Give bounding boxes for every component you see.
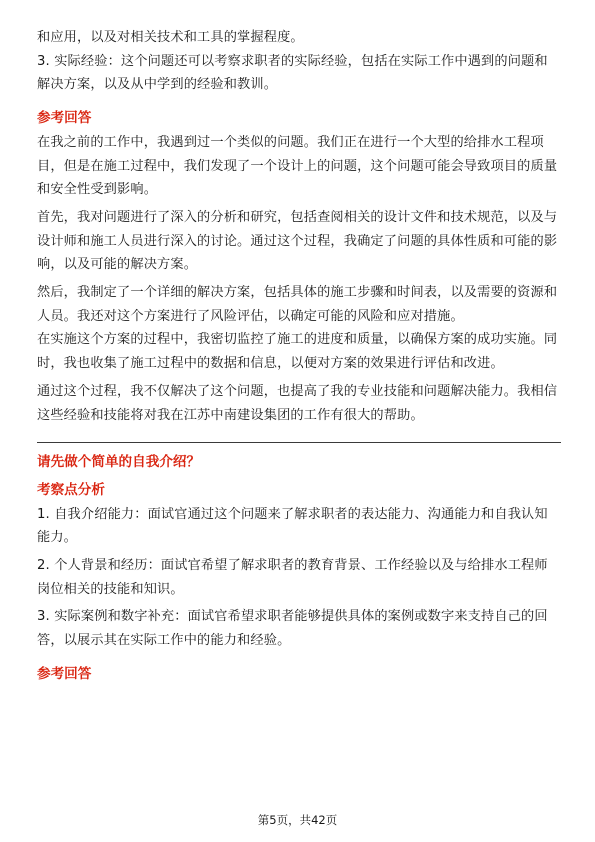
page-content xyxy=(37,26,561,687)
answer-paragraph: 首先，我对问题进行了深入的分析和研究，包括查阅相关的设计文件和技术规范，以及与设计师和施工人员进行深入的讨论。通过这个过程，我确定了问题的具体性质和可能的影响，以及可能的解决方案。 xyxy=(37,209,558,273)
question-title: 请先做个简单的自我介绍？ xyxy=(37,454,201,471)
intro-continuation: 和应用，以及对相关技术和工具的掌握程度。 xyxy=(37,30,304,45)
intro-point-3: 3. 实际经验：这个问题还可以考察求职者的实际经验，包括在实际工作中遇到的问题和解决方案，以及从中学到的经验和教训。 xyxy=(37,53,548,93)
analysis-point: 3. 实际案例和数字补充：面试官希望求职者能够提供具体的案例或数字来支持自己的回答，以展示其在实际工作中的能力和经验。 xyxy=(37,609,548,649)
answer-heading: 参考回答 xyxy=(37,665,92,682)
answer-paragraph: 然后，我制定了一个详细的解决方案，包括具体的施工步骤和时间表，以及需要的资源和人员。我还对这个方案进行了风险评估，以确定可能的风险和应对措施。 xyxy=(37,285,558,324)
answer-heading: 参考回答 xyxy=(37,110,92,127)
answer-paragraph: 在实施这个方案的过程中，我密切监控了施工的进度和质量，以确保方案的成功实施。同时，我也收集了施工过程中的数据和信息，以便对方案的效果进行评估和改进。 xyxy=(37,332,558,372)
analysis-heading: 考察点分析 xyxy=(37,481,105,498)
section-divider xyxy=(37,442,561,443)
answer-paragraph: 在我之前的工作中，我遇到过一个类似的问题。我们正在进行一个大型的给排水工程项目，但是在施工过程中，我们发现了一个设计上的问题，这个问题可能会导致项目的质量和安全性受到影响。 xyxy=(37,134,558,198)
analysis-point: 2. 个人背景和经历：面试官希望了解求职者的教育背景、工作经验以及与给排水工程师岗位相关的技能和知识。 xyxy=(37,558,548,597)
answer-paragraph: 通过这个过程，我不仅解决了这个问题，也提高了我的专业技能和问题解决能力。我相信这些经验和技能将对我在江苏中南建设集团的工作有很大的帮助。 xyxy=(37,383,558,423)
page-number: 第5页，共42页 xyxy=(257,813,338,827)
analysis-point: 1. 自我介绍能力：面试官通过这个问题来了解求职者的表达能力、沟通能力和自我认知能力。 xyxy=(37,506,548,546)
